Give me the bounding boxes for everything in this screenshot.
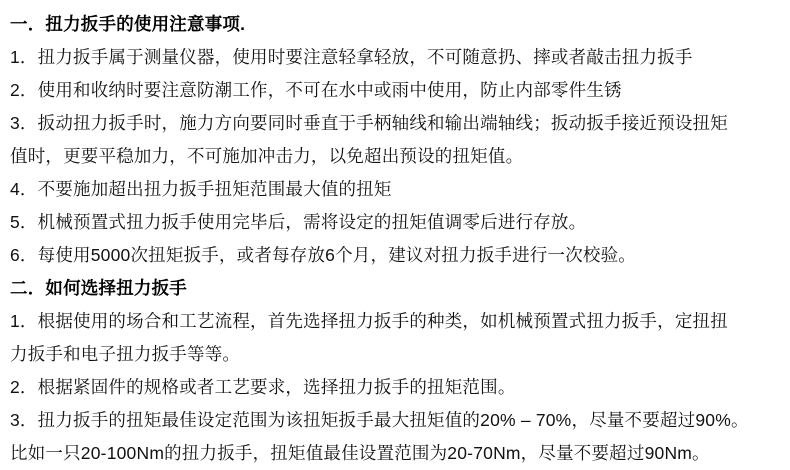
item-2-3: 3．扭力扳手的扭矩最佳设定范围为该扭矩扳手最大扭矩值的20% – 70%，尽量不要超过90%。 (10, 410, 749, 430)
item-1-6: 6．每使用5000次扭矩扳手，或者每存放6个月，建议对扭力扳手进行一次校验。 (10, 245, 636, 265)
item-1-3: 3．扳动扭力扳手时，施力方向要同时垂直于手柄轴线和输出端轴线；扳动扳手接近预设扭矩 (10, 113, 728, 133)
item-2-3-cont: 比如一只20-100Nm的扭力扳手，扭矩值最佳设置范围为20-70Nm，尽量不要超过90Nm。 (10, 443, 710, 463)
section-heading-1: 一．扭力扳手的使用注意事项. (10, 14, 246, 34)
item-1-2: 2．使用和收纳时要注意防潮工作，不可在水中或雨中使用，防止内部零件生锈 (10, 80, 622, 100)
item-2-1: 1．根据使用的场合和工艺流程，首先选择扭力扳手的种类，如机械预置式扭力扳手，定扭扭 (10, 311, 728, 331)
item-1-1: 1．扭力扳手属于测量仪器，使用时要注意轻拿轻放，不可随意扔、摔或者敲击扭力扳手 (10, 47, 693, 67)
section-heading-2: 二．如何选择扭力扳手 (10, 278, 187, 298)
item-2-1-cont: 力扳手和电子扭力扳手等等。 (10, 344, 241, 364)
item-1-3-cont: 值时，更要平稳加力，不可施加冲击力，以免超出预设的扭矩值。 (10, 146, 524, 166)
item-2-2: 2．根据紧固件的规格或者工艺要求，选择扭力扳手的扭矩范围。 (10, 377, 516, 397)
item-1-4: 4．不要施加超出扭力扳手扭矩范围最大值的扭矩 (10, 179, 392, 199)
item-1-5: 5．机械预置式扭力扳手使用完毕后，需将设定的扭矩值调零后进行存放。 (10, 212, 587, 232)
